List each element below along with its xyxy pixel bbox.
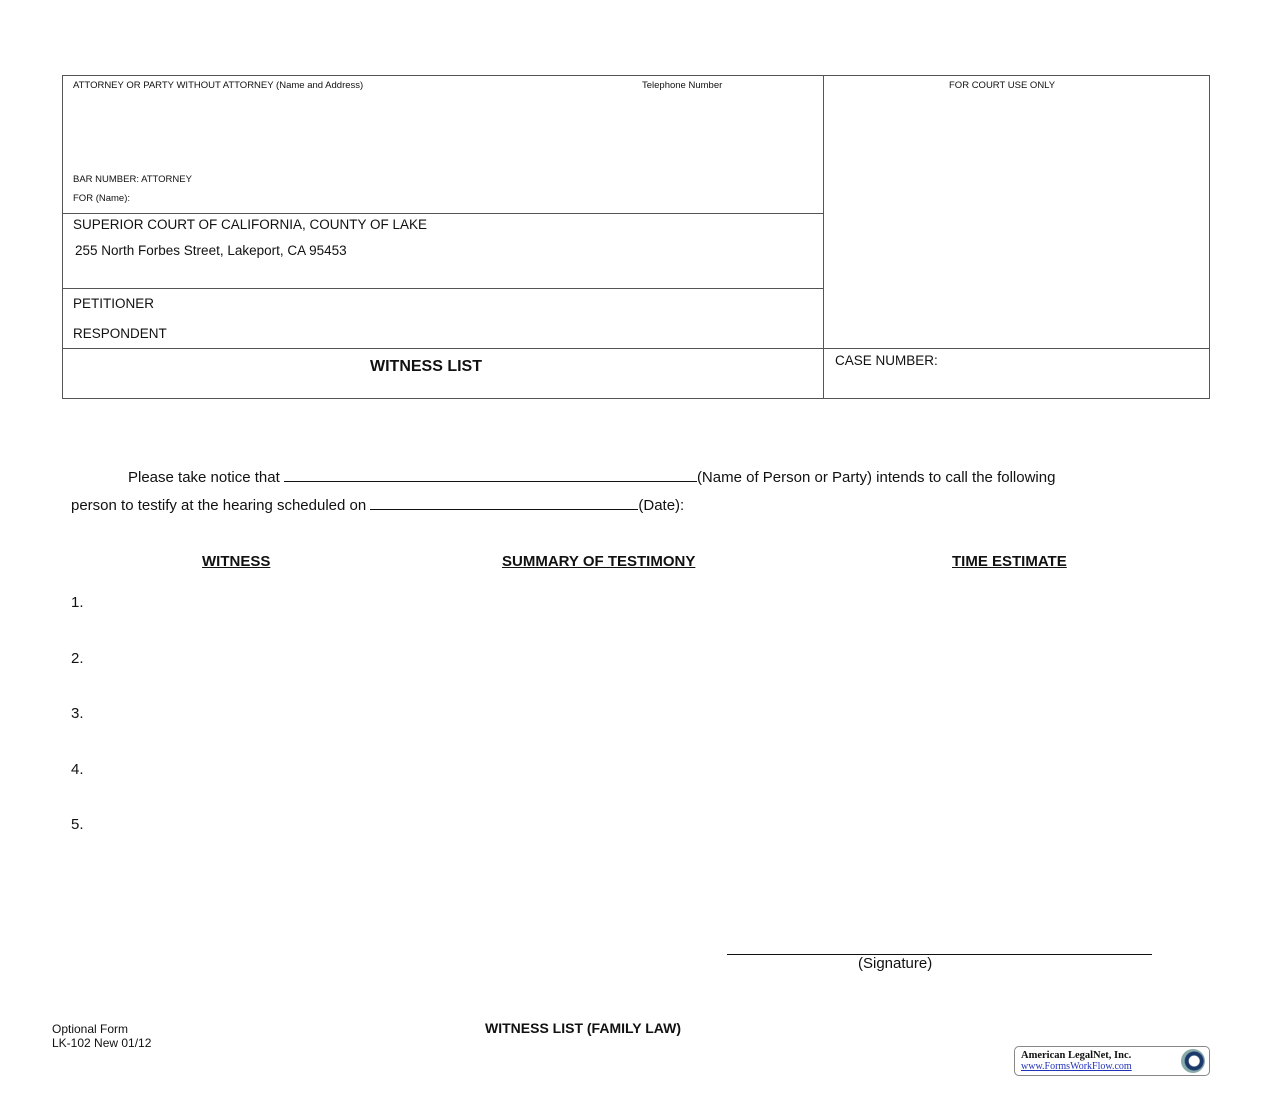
date-blank[interactable] xyxy=(370,497,638,510)
court-name: SUPERIOR COURT OF CALIFORNIA, COUNTY OF LAKE xyxy=(73,217,428,232)
header-time-estimate: TIME ESTIMATE xyxy=(952,553,1067,570)
box-divider xyxy=(823,75,824,399)
notice-prefix: Please take notice that xyxy=(128,469,280,486)
witness-row-4: 4. xyxy=(71,761,84,778)
notice-prefix-2: person to testify at the hearing scheduled on xyxy=(71,497,367,514)
case-number-label: CASE NUMBER: xyxy=(835,353,938,368)
bar-number-label: BAR NUMBER: ATTORNEY xyxy=(73,174,192,185)
notice-suffix-2: (Date): xyxy=(638,497,685,514)
box-border-left xyxy=(62,75,63,399)
row-divider xyxy=(62,288,823,289)
form-title: WITNESS LIST xyxy=(370,358,482,375)
signature-line[interactable] xyxy=(727,954,1152,955)
attorney-label: ATTORNEY OR PARTY WITHOUT ATTORNEY (Name and Address) xyxy=(73,80,364,91)
notice-line-2 xyxy=(71,497,684,514)
witness-row-2: 2. xyxy=(71,650,84,667)
telephone-label: Telephone Number xyxy=(642,80,723,91)
witness-row-3: 3. xyxy=(71,705,84,722)
row-divider xyxy=(62,213,823,214)
respondent-label: RESPONDENT xyxy=(73,326,167,341)
american-legalnet-logo[interactable] xyxy=(1014,1046,1210,1076)
signature-label: (Signature) xyxy=(858,955,933,972)
globe-icon xyxy=(1181,1049,1205,1073)
optional-form-label: Optional Form xyxy=(52,1022,129,1036)
footer-title: WITNESS LIST (FAMILY LAW) xyxy=(485,1020,681,1036)
form-id: LK-102 New 01/12 xyxy=(52,1036,152,1050)
logo-name: American LegalNet, Inc. xyxy=(1021,1050,1132,1061)
court-address: 255 North Forbes Street, Lakeport, CA 95453 xyxy=(75,243,347,258)
header-summary: SUMMARY OF TESTIMONY xyxy=(502,553,696,570)
for-name-label: FOR (Name): xyxy=(73,193,130,204)
petitioner-label: PETITIONER xyxy=(73,296,155,311)
notice-line-1 xyxy=(128,469,1055,486)
party-name-blank[interactable] xyxy=(284,469,697,482)
box-border-right xyxy=(1209,75,1210,399)
row-divider xyxy=(62,348,1210,349)
witness-row-1: 1. xyxy=(71,594,84,611)
box-border-bottom xyxy=(62,398,1210,399)
logo-url[interactable]: www.FormsWorkFlow.com xyxy=(1021,1061,1132,1072)
header-witness: WITNESS xyxy=(202,553,271,570)
court-use-label: FOR COURT USE ONLY xyxy=(949,80,1056,91)
witness-row-5: 5. xyxy=(71,816,84,833)
box-border-top xyxy=(62,75,1210,76)
notice-suffix: (Name of Person or Party) intends to call the following xyxy=(696,469,1056,486)
